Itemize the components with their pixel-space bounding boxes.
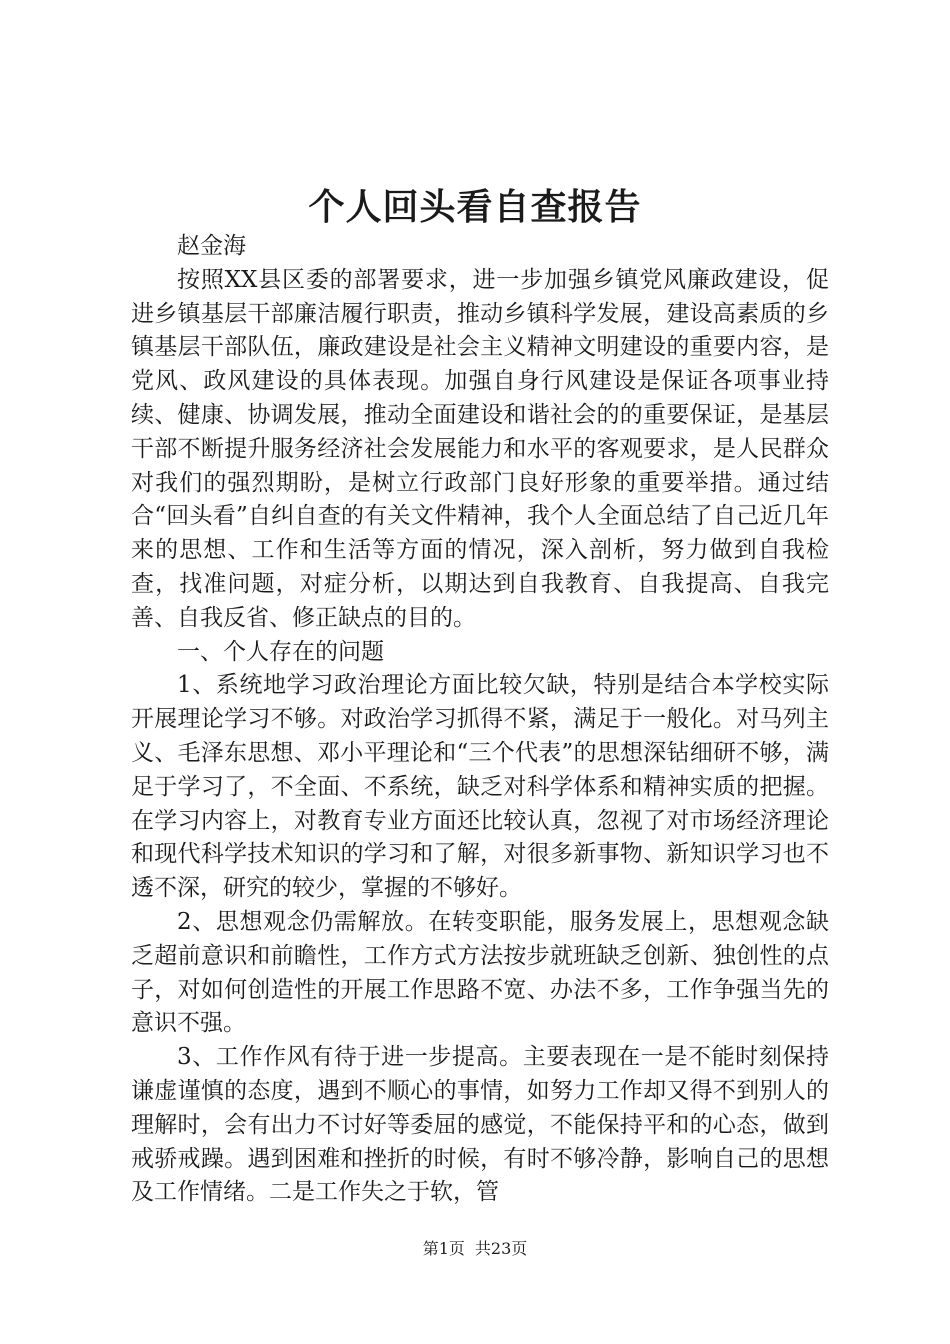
page-number: 第1页 bbox=[422, 1239, 465, 1258]
page-total: 共23页 bbox=[474, 1239, 528, 1258]
document-body bbox=[131, 230, 829, 1210]
author-name: 赵金海 bbox=[177, 233, 246, 259]
page-footer bbox=[0, 1238, 950, 1260]
paragraph-item-2: 2、思想观念仍需解放。在转变职能，服务发展上，思想观念缺乏超前意识和前瞻性，工作方式方法按步就班缺乏创新、独创性的点子，对如何创造性的开展工作思路不宽、办法不多，工作争强当先的意识不强。 bbox=[131, 908, 829, 1037]
document-title: 个人回头看自查报告 bbox=[308, 187, 642, 228]
paragraph-item-3: 3、工作作风有待于进一步提高。主要表现在一是不能时刻保持谦虚谨慎的态度，遇到不顺心的事情，如努力工作却又得不到别人的理解时，会有出力不讨好等委屈的感觉，不能保持平和的心态，做到戒骄戒躁。遇到困难和挫折的时候，有时不够冷静，影响自己的思想及工作情绪。二是工作失之于软，管 bbox=[131, 1044, 829, 1206]
paragraph-intro: 按照XX县区委的部署要求，进一步加强乡镇党风廉政建设，促进乡镇基层干部廉洁履行职责，推动乡镇科学发展，建设高素质的乡镇基层干部队伍，廉政建设是社会主义精神文明建设的重要内容，是党风、政风建设的具体表现。加强自身行风建设是保证各项事业持续、健康、协调发展，推动全面建设和谐社会的的重要保证，是基层干部不断提升服务经济社会发展能力和水平的客观要求，是人民群众对我们的强烈期盼，是树立行政部门良好形象的重要举措。通过结合“回头看”自纠自查的有关文件精神，我个人全面总结了自己近几年来的思想、工作和生活等方面的情况，深入剖析，努力做到自我检查，找准问题，对症分析，以期达到自我教育、自我提高、自我完善、自我反省、修正缺点的目的。 bbox=[131, 266, 829, 631]
paragraph-item-1: 1、系统地学习政治理论方面比较欠缺，特别是结合本学校实际开展理论学习不够。对政治学习抓得不紧，满足于一般化。对马列主义、毛泽东思想、邓小平理论和“三个代表”的思想深钻细研不够，满足于学习了，不全面、不系统，缺乏对科学体系和精神实质的把握。在学习内容上，对教育专业方面还比较认真，忽视了对市场经济理论和现代科学技术知识的学习和了解，对很多新事物、新知识学习也不透不深，研究的较少，掌握的不够好。 bbox=[131, 672, 829, 902]
section-heading: 一、个人存在的问题 bbox=[177, 638, 384, 665]
